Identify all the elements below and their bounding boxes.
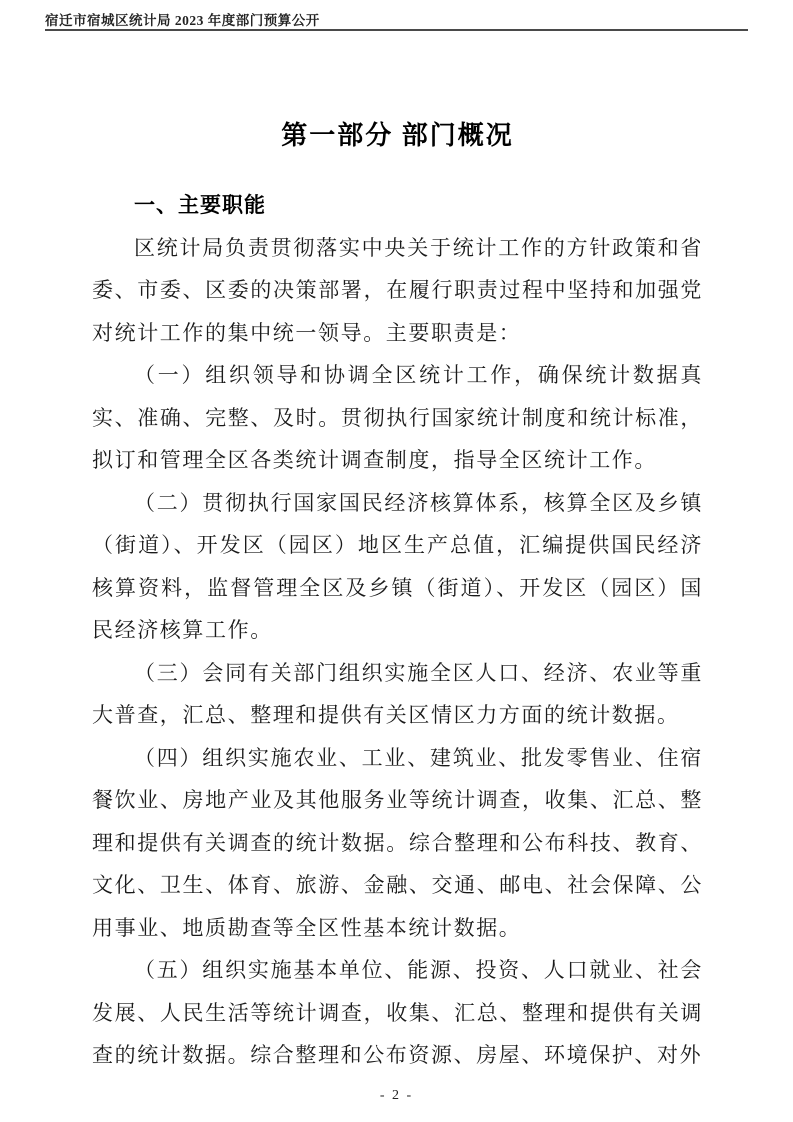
body-paragraph: 区统计局负责贯彻落实中央关于统计工作的方针政策和省委、市委、区委的决策部署，在履行职责过程中坚持和加强党对统计工作的集中统一领导。主要职责是：	[92, 235, 703, 345]
body-paragraph: （四）组织实施农业、工业、建筑业、批发零售业、住宿餐饮业、房地产业及其他服务业等统计调查，收集、汇总、整理和提供有关调查的统计数据。综合整理和公布科技、教育、文化、卫生、体育、旅游、金融、交通、邮电、社会保障、公用事业、地质勘查等全区性基本统计数据。	[92, 745, 703, 940]
body-paragraph: （五）组织实施基本单位、能源、投资、人口就业、社会发展、人民生活等统计调查，收集、汇总、整理和提供有关调查的统计数据。综合整理和公布资源、房屋、环境保护、对外	[92, 958, 703, 1067]
page-header-text: 宿迁市宿城区统计局 2023 年度部门预算公开	[45, 13, 320, 28]
document-body	[92, 116, 703, 1077]
body-paragraph: （三）会同有关部门组织实施全区人口、经济、农业等重大普查，汇总、整理和提供有关区情区力方面的统计数据。	[92, 660, 703, 727]
page-number: - 2 -	[379, 1088, 414, 1103]
document-title: 第一部分 部门概况	[281, 121, 514, 150]
body-paragraph: （二）贯彻执行国家国民经济核算体系，核算全区及乡镇（街道）、开发区（园区）地区生产总值，汇编提供国民经济核算资料，监督管理全区及乡镇（街道）、开发区（园区）国民经济核算工作。	[92, 490, 703, 642]
header-divider-rule	[45, 29, 748, 31]
section-heading-main-functions: 一、主要职能	[134, 193, 266, 217]
body-paragraph: （一）组织领导和协调全区统计工作，确保统计数据真实、准确、完整、及时。贯彻执行国家统计制度和统计标准，拟订和管理全区各类统计调查制度，指导全区统计工作。	[92, 363, 703, 472]
